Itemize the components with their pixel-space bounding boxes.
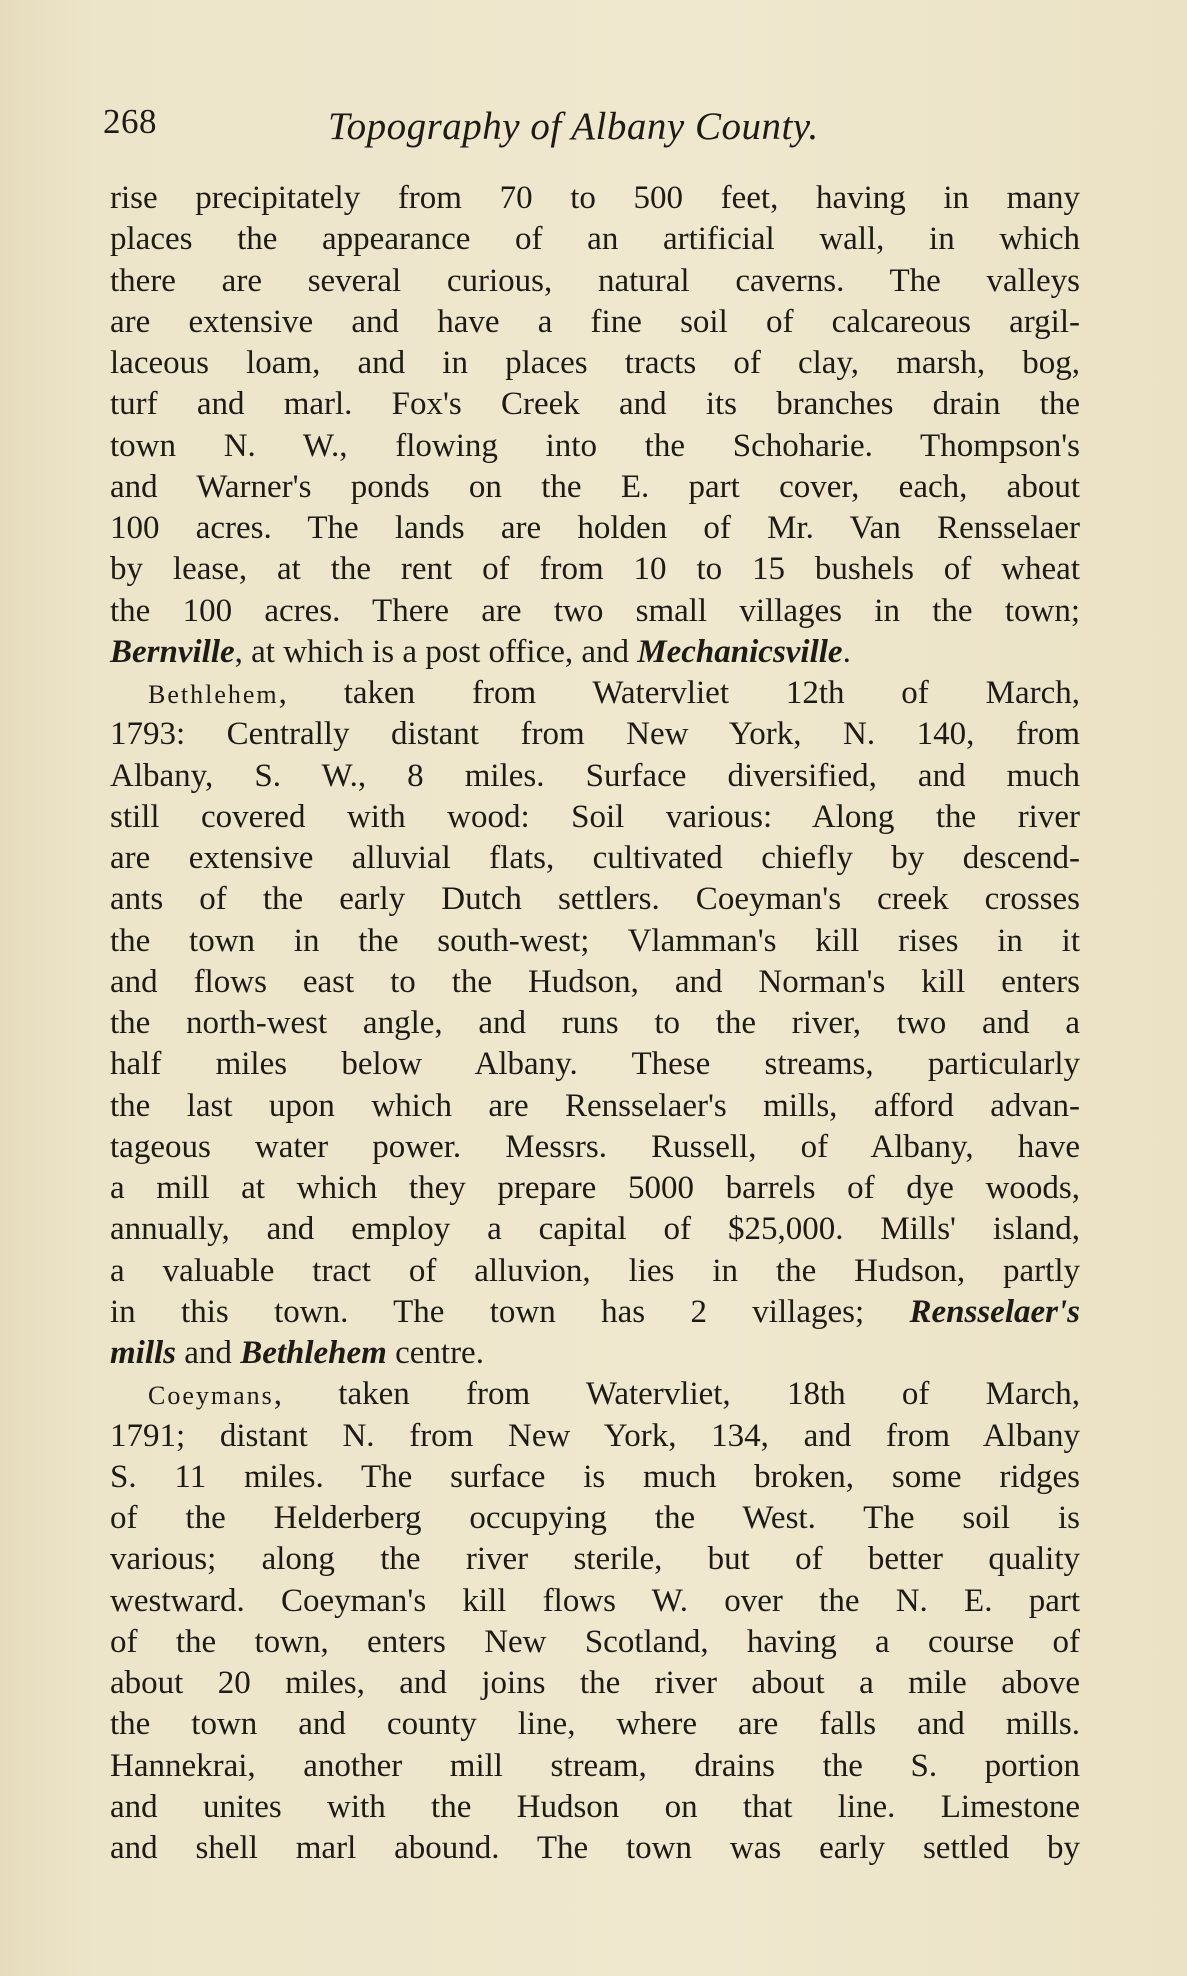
text-line (110, 632, 1080, 673)
text-line: westward. Coeyman's kill flows W. over the N. E. part (110, 1582, 1080, 1619)
text-line: the last upon which are Rensselaer's mills, afford advan- (110, 1087, 1080, 1124)
text-line: Albany, S. W., 8 miles. Surface diversified, and much (110, 757, 1080, 794)
page-header (103, 102, 1083, 162)
text-line: the 100 acres. There are two small villages in the town; (110, 592, 1080, 629)
text-run: centre. (386, 1335, 484, 1371)
text-run: , at which is a post office, and (234, 633, 638, 670)
text-line: are extensive alluvial flats, cultivated chiefly by descend- (110, 840, 1080, 876)
place-name-bernville: Bernville (110, 633, 235, 670)
text-line: by lease, at the rent of from 10 to 15 bushels of wheat (110, 551, 1080, 588)
text-line: laceous loam, and in places tracts of clay, marsh, bog, (110, 345, 1080, 381)
text-line: and shell marl abound. The town was early settled by (110, 1830, 1080, 1866)
text-run: , taken from Watervliet 12th of March, (278, 675, 1080, 711)
text-line (110, 1333, 1080, 1374)
text-line: and Warner's ponds on the E. part cover, each, about (110, 468, 1080, 505)
text-line: the town in the south-west; Vlamman's kill rises in it (110, 922, 1080, 959)
place-name-bethlehem: Bethlehem (240, 1335, 387, 1371)
page-number: 268 (103, 102, 157, 141)
section-heading-bethlehem: Bethlehem (148, 680, 279, 709)
section-heading-coeymans: Coeymans (148, 1381, 274, 1411)
text-line: of the Helderberg occupying the West. The soil is (110, 1500, 1080, 1536)
text-line: about 20 miles, and joins the river about a mile above (110, 1665, 1080, 1701)
text-line: a mill at which they prepare 5000 barrels of dye woods, (110, 1170, 1080, 1206)
text-line: the town and county line, where are falls and mills. (110, 1706, 1080, 1743)
text-line (110, 1374, 1080, 1415)
text-line: Hannekrai, another mill stream, drains the S. portion (110, 1747, 1080, 1784)
running-head: Topography of Albany County. (328, 105, 819, 148)
text-run: and (176, 1335, 241, 1371)
text-line: still covered with wood: Soil various: Along the river (110, 798, 1080, 835)
text-line (110, 1292, 1080, 1333)
text-line: there are several curious, natural caverns. The valleys (110, 262, 1080, 299)
text-line: and unites with the Hudson on that line. Limestone (110, 1788, 1080, 1825)
text-line: turf and marl. Fox's Creek and its branches drain the (110, 386, 1080, 423)
text-line: a valuable tract of alluvion, lies in the Hudson, partly (110, 1252, 1080, 1289)
text-line: 100 acres. The lands are holden of Mr. Van Rensselaer (110, 510, 1080, 546)
text-line: half miles below Albany. These streams, particularly (110, 1046, 1080, 1083)
text-run: in this town. The town has 2 villages; (110, 1293, 910, 1330)
text-line: various; along the river sterile, but of better quality (110, 1541, 1080, 1578)
text-line: and flows east to the Hudson, and Norman's kill enters (110, 963, 1080, 1000)
place-name-rensselaers: Rensselaer's (909, 1293, 1080, 1330)
text-line: of the town, enters New Scotland, having a course of (110, 1623, 1080, 1660)
text-line (110, 673, 1080, 714)
text-line: town N. W., flowing into the Schoharie. Thompson's (110, 427, 1080, 464)
text-run: . (842, 633, 851, 670)
place-name-mills: mills (110, 1335, 177, 1371)
text-line: the north-west angle, and runs to the river, two and a (110, 1005, 1080, 1041)
text-line: S. 11 miles. The surface is much broken, some ridges (110, 1458, 1080, 1495)
text-line: ants of the early Dutch settlers. Coeyman's creek crosses (110, 881, 1080, 918)
text-run: , taken from Watervliet, 18th of March, (273, 1376, 1080, 1413)
text-line: places the appearance of an artificial wall, in which (110, 221, 1080, 258)
place-name-mechanicsville: Mechanicsville (637, 633, 843, 670)
text-line: rise precipitately from 70 to 500 feet, having in many (110, 180, 1080, 216)
text-line: 1793: Centrally distant from New York, N. 140, from (110, 716, 1080, 753)
text-line: 1791; distant N. from New York, 134, and from Albany (110, 1417, 1080, 1454)
body-text (110, 178, 1080, 1869)
text-line: are extensive and have a fine soil of calcareous argil- (110, 303, 1080, 340)
text-line: annually, and employ a capital of $25,000. Mills' island, (110, 1211, 1080, 1248)
text-line: tageous water power. Messrs. Russell, of Albany, have (110, 1128, 1080, 1165)
